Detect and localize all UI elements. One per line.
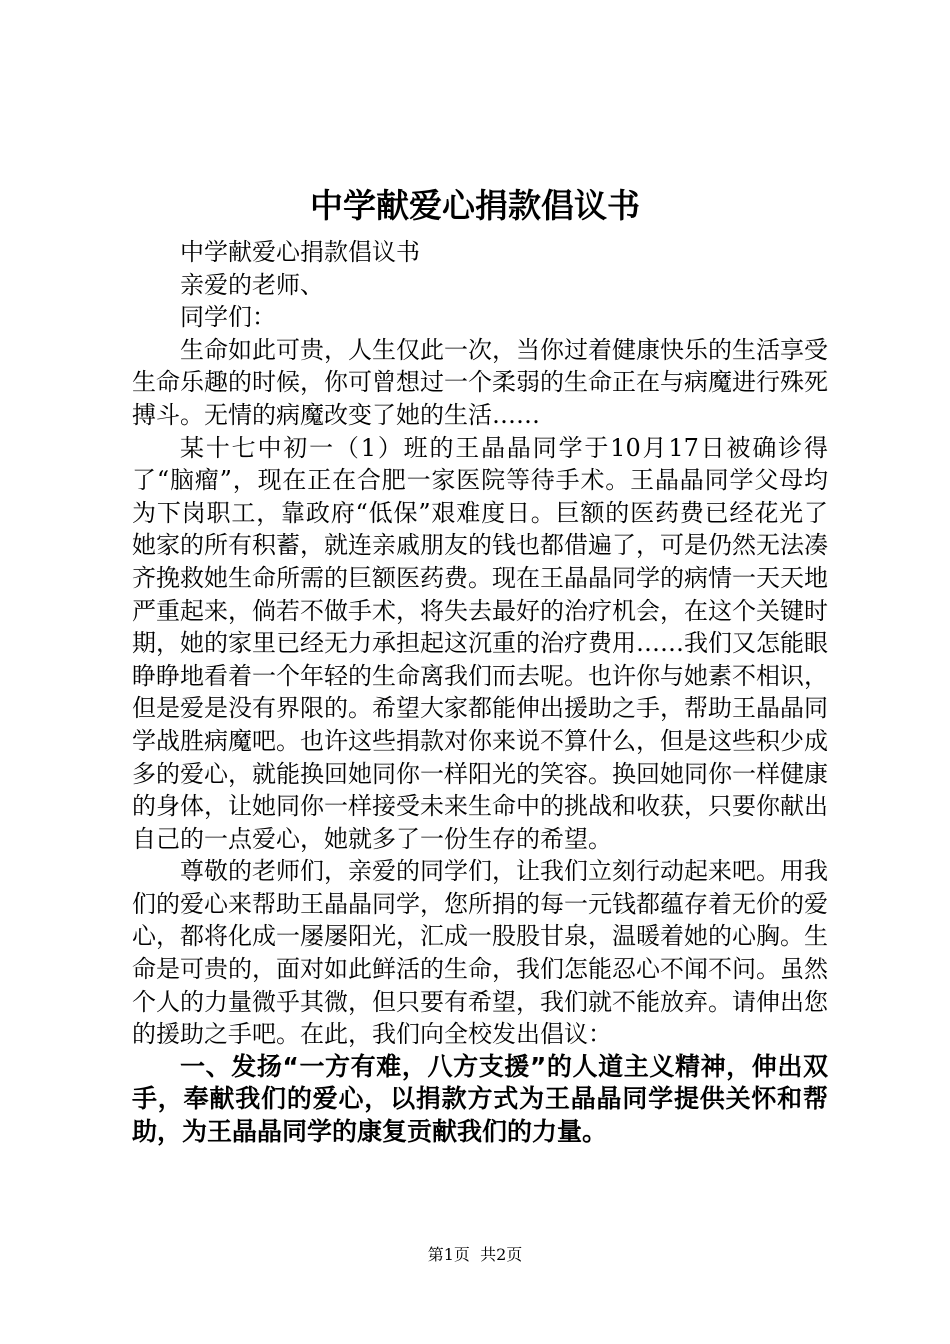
paragraph-heading-repeat: 中学献爱心捐款倡议书 — [180, 238, 420, 266]
page-number-label: 第1页 共2页 — [427, 1245, 523, 1264]
page-footer — [0, 1244, 950, 1266]
paragraph-salutation-students: 同学们： — [180, 303, 276, 332]
paragraph-proposal-1: 一、发扬“一方有难，八方支援”的人道主义精神，伸出双手，奉献我们的爱心，以捐款方式为王晶晶同学提供关怀和帮助，为王晶晶同学的康复贡献我们的力量。 — [132, 1051, 828, 1147]
paragraph-story: 某十七中初一（1）班的王晶晶同学于10月17日被确诊得了“脑瘤”，现在正在合肥一家医院等待手术。王晶晶同学父母均为下岗职工，靠政府“低保”艰难度日。巨额的医药费已经花光了她家的所有积蓄，就连亲戚朋友的钱也都借遍了，可是仍然无法凑齐挽救她生命所需的巨额医药费。现在王晶晶同学的病情一天天地严重起来，倘若不做手术，将失去最好的治疗机会，在这个关键时期，她的家里已经无力承担起这沉重的治疗费用……我们又怎能眼睁睁地看着一个年轻的生命离我们而去呢。也许你与她素不相识，但是爱是没有界限的。希望大家都能伸出援助之手，帮助王晶晶同学战胜病魔吧。也许这些捐款对你来说不算什么，但是这些积少成多的爱心，就能换回她同你一样阳光的笑容。换回她同你一样健康的身体，让她同你一样接受未来生命中的挑战和收获，只要你献出自己的一点爱心，她就多了一份生存的希望。 — [132, 433, 828, 853]
paragraph-intro: 生命如此可贵，人生仅此一次，当你过着健康快乐的生活享受生命乐趣的时候，你可曾想过一个柔弱的生命正在与病魔进行殊死搏斗。无情的病魔改变了她的生活…… — [132, 335, 828, 429]
document-body — [132, 236, 828, 1149]
document-title: 中学献爱心捐款倡议书 — [310, 186, 640, 225]
paragraph-appeal: 尊敬的老师们，亲爱的同学们，让我们立刻行动起来吧。用我们的爱心来帮助王晶晶同学，您所捐的每一元钱都蕴存着无价的爱心，都将化成一屡屡阳光，汇成一股股甘泉，温暖着她的心胸。生命是可贵的，面对如此鲜活的生命，我们怎能忍心不闻不问。虽然个人的力量微乎其微，但只要有希望，我们就不能放弃。请伸出您的援助之手吧。在此，我们向全校发出倡议： — [132, 857, 828, 1049]
paragraph-salutation-teachers: 亲爱的老师、 — [180, 270, 324, 299]
